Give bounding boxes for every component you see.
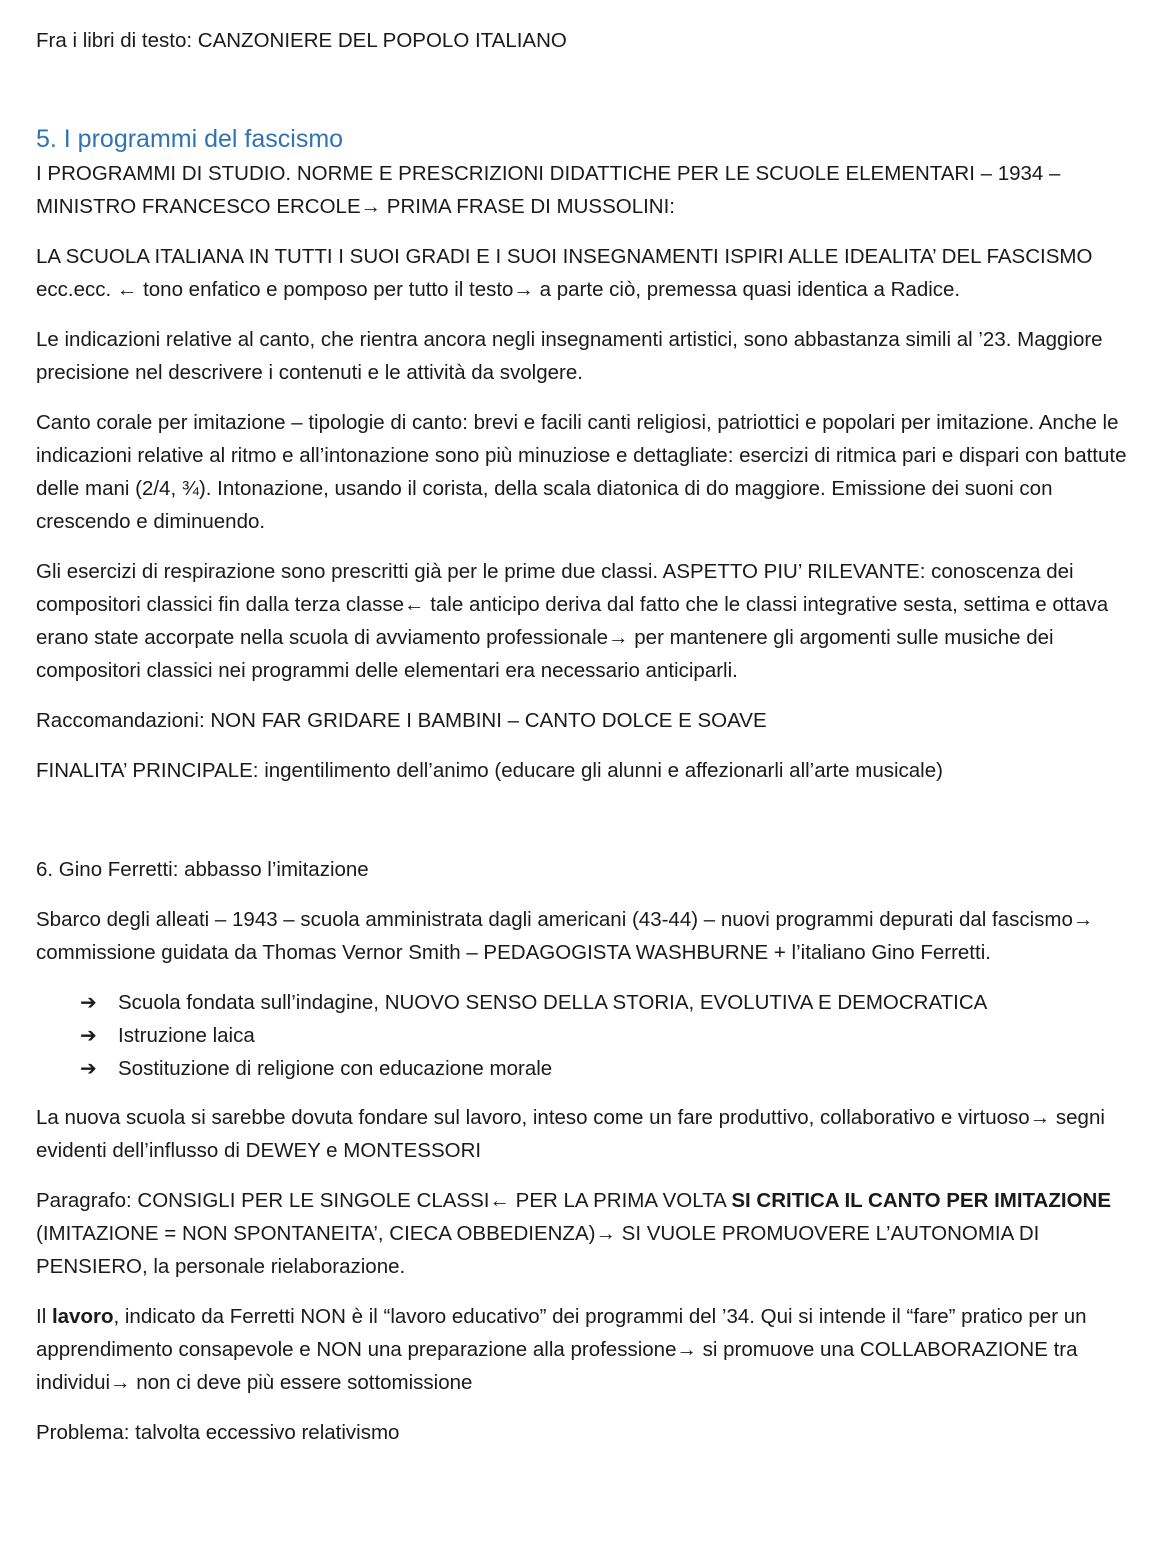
paragraph-4-bold-text: lavoro [51, 1305, 114, 1328]
section-6-problem: Problema: talvolta eccessivo relativismo [36, 1421, 400, 1444]
section-6-paragraph-1: Sbarco degli alleati – 1943 – scuola amministrata dagli americani (43-44) – nuovi programmi depurati dal fascismo→ commissione guidata da Thomas Vernor Smith – PEDAGOGISTA WASHBURNE + l’italiano Gino Ferretti. [36, 908, 1094, 964]
section-5-main-goal: FINALITA’ PRINCIPALE: ingentilimento dell’animo (educare gli alunni e affezionarli all’arte musicale) [36, 759, 943, 782]
list-item-text: Scuola fondata sull’indagine, NUOVO SENSO DELLA STORIA, EVOLUTIVA E DEMOCRATICA [118, 991, 988, 1014]
section-6-paragraph-4 [36, 1300, 1146, 1399]
section-6-heading: 6. Gino Ferretti: abbasso l’imitazione [36, 858, 369, 881]
arrow-bullet-icon: ➔ [80, 1023, 97, 1047]
paragraph-3-bold-text: SI CRITICA IL CANTO PER IMITAZIONE [731, 1189, 1111, 1212]
list-item [80, 1019, 1146, 1052]
document-page [36, 24, 1146, 1466]
paragraph-3-text-start: Paragrafo: CONSIGLI PER LE SINGOLE CLASSI← PER LA PRIMA VOLTA [36, 1189, 732, 1212]
section-6-paragraph-3 [36, 1184, 1146, 1283]
section-5-paragraph-4: Canto corale per imitazione – tipologie di canto: brevi e facili canti religiosi, patriottici e popolari per imitazione. Anche le indicazioni relative al ritmo e all’intonazione sono più minuziose e dettagliate: esercizi di ritmica pari e dispari con battute delle mani (2/4, ¾). Intonazione, usando il corista, della scala diatonica di do maggiore. Emissione dei suoni con crescendo e diminuendo. [36, 411, 1127, 533]
section-6-paragraph-2: La nuova scuola si sarebbe dovuta fondare sul lavoro, inteso come un fare produttivo, collaborativo e virtuoso→ segni evidenti dell’influsso di DEWEY e MONTESSORI [36, 1106, 1105, 1162]
section-5-heading: 5. I programmi del fascismo [36, 125, 344, 153]
arrow-bullet-icon: ➔ [80, 1056, 97, 1080]
section-5-paragraph-5: Gli esercizi di respirazione sono prescritti già per le prime due classi. ASPETTO PIU’ RILEVANTE: conoscenza dei compositori classici fin dalla terza classe← tale anticipo deriva dal fatto che le classi integrative sesta, settima e ottava erano state accorpate nella scuola di avviamento professionale→ per mantenere gli argomenti sulle musiche dei compositori classici nei programmi delle elementari era necessario anticiparli. [36, 560, 1109, 682]
bullet-list [36, 986, 1146, 1085]
paragraph-3-text-end: (IMITAZIONE = NON SPONTANEITA’, CIECA OBBEDIENZA)→ SI VUOLE PROMUOVERE L’AUTONOMIA DI PENSIERO, la personale rielaborazione. [36, 1222, 1040, 1278]
textbook-line: Fra i libri di testo: CANZONIERE DEL POPOLO ITALIANO [36, 29, 567, 52]
paragraph-4-text-start: Il [36, 1305, 52, 1328]
paragraph-4-text-end: , indicato da Ferretti NON è il “lavoro educativo” dei programmi del ’34. Qui si intende il “fare” pratico per un apprendimento consapevole e NON una preparazione alla professione→ si promuove una COLLABORAZIONE tra individui→ non ci deve più essere sottomissione [36, 1305, 1087, 1394]
section-5-paragraph-3: Le indicazioni relative al canto, che rientra ancora negli insegnamenti artistici, sono abbastanza simili al ’23. Maggiore precisione nel descrivere i contenuti e le attività da svolgere. [36, 328, 1103, 384]
list-item [80, 1052, 1146, 1085]
arrow-bullet-icon: ➔ [80, 990, 97, 1014]
list-item [80, 986, 1146, 1019]
section-5-recommendations: Raccomandazioni: NON FAR GRIDARE I BAMBINI – CANTO DOLCE E SOAVE [36, 709, 767, 732]
list-item-text: Sostituzione di religione con educazione morale [118, 1057, 553, 1080]
section-5-paragraph-2: LA SCUOLA ITALIANA IN TUTTI I SUOI GRADI E I SUOI INSEGNAMENTI ISPIRI ALLE IDEALITA’ DEL FASCISMO ecc.ecc. ← tono enfatico e pomposo per tutto il testo→ a parte ciò, premessa quasi identica a Radice. [36, 245, 1093, 301]
list-item-text: Istruzione laica [118, 1024, 255, 1047]
section-5-paragraph-1: I PROGRAMMI DI STUDIO. NORME E PRESCRIZIONI DIDATTICHE PER LE SCUOLE ELEMENTARI – 1934 – MINISTRO FRANCESCO ERCOLE→ PRIMA FRASE DI MUSSOLINI: [36, 162, 1061, 218]
